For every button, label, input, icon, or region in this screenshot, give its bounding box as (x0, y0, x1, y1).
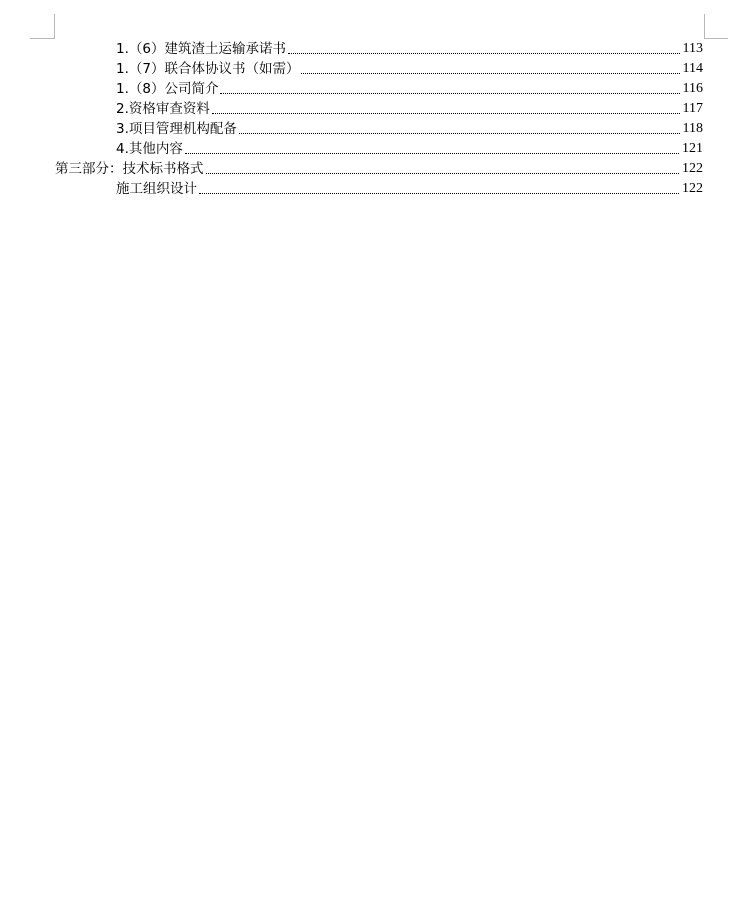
toc-entry[interactable] (0, 58, 750, 78)
toc-dot-leader (220, 93, 679, 94)
toc-entry-title: 第三部分：技术标书格式 (55, 161, 204, 177)
toc-entry[interactable] (0, 78, 750, 98)
toc-entry-page: 117 (682, 101, 703, 116)
crop-mark-top-left (54, 14, 55, 39)
toc-entry-page: 122 (682, 181, 703, 196)
toc-entry[interactable] (0, 98, 750, 118)
toc-entry[interactable] (0, 38, 750, 58)
toc-entry-title: 1.（6）建筑渣土运输承诺书 (116, 41, 286, 57)
toc-entry-page: 122 (682, 161, 703, 176)
toc-entry-title: 1.（7）联合体协议书（如需） (116, 61, 300, 77)
toc-entry-page: 114 (682, 61, 703, 76)
toc-dot-leader (301, 73, 679, 74)
table-of-contents (0, 38, 750, 198)
toc-dot-leader (239, 133, 680, 134)
toc-dot-leader (212, 113, 680, 114)
toc-entry-title: 2.资格审查资料 (116, 101, 210, 117)
toc-dot-leader (206, 173, 680, 174)
toc-entry[interactable] (0, 118, 750, 138)
toc-entry-title: 施工组织设计 (116, 181, 197, 197)
toc-dot-leader (185, 153, 679, 154)
toc-entry-title: 4.其他内容 (116, 141, 183, 157)
toc-entry-page: 121 (682, 141, 703, 156)
crop-mark-top-right (704, 14, 705, 39)
toc-dot-leader (288, 53, 680, 54)
toc-entry-page: 113 (682, 41, 703, 56)
toc-entry-page: 116 (682, 81, 703, 96)
toc-entry[interactable] (0, 178, 750, 198)
toc-entry-part[interactable] (0, 158, 750, 178)
toc-entry-title: 3.项目管理机构配备 (116, 121, 237, 137)
toc-dot-leader (199, 193, 679, 194)
toc-entry[interactable] (0, 138, 750, 158)
toc-entry-title: 1.（8）公司简介 (116, 81, 219, 97)
toc-entry-page: 118 (682, 121, 703, 136)
